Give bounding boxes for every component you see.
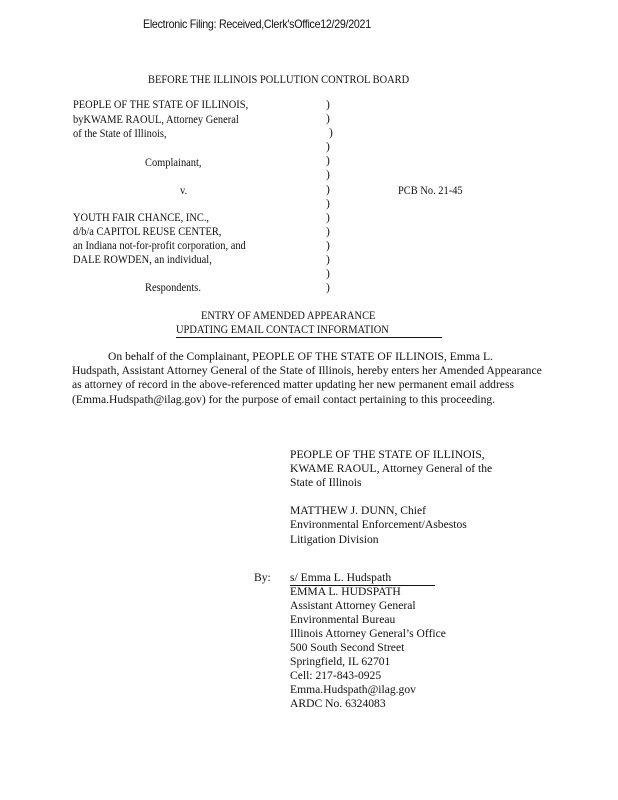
paren: ) xyxy=(326,182,330,196)
contact-line: EMMA L. HUDSPATH xyxy=(290,585,401,598)
document-title-line2-wrap xyxy=(176,323,442,338)
contact-line: 500 South Second Street xyxy=(290,641,405,654)
by-label: By: xyxy=(254,571,271,584)
body-text: On behalf of the Complainant, PEOPLE OF THE STATE OF ILLINOIS, Emma L. Hudspath, Assistant Attorney General of the State of Illinois, hereby enters her Amended Appearance as attorney of record in the above-referenced matter updating her new permanent email address (Emma.Hudspath@ilag.gov) for the purpose of email contact pertaining to this proceeding. xyxy=(72,350,542,406)
document-title-line2: UPDATING EMAIL CONTACT INFORMATION xyxy=(176,323,389,336)
signature-party-line: PEOPLE OF THE STATE OF ILLINOIS, xyxy=(290,448,485,461)
signature-division-line: Environmental Enforcement/Asbestos xyxy=(290,518,467,531)
signature-division-line: Litigation Division xyxy=(290,533,379,546)
board-heading: BEFORE THE ILLINOIS POLLUTION CONTROL BOARD xyxy=(148,73,410,86)
title-underline xyxy=(176,323,442,338)
paren: ) xyxy=(326,140,330,154)
signed-name: s/ Emma L. Hudspath xyxy=(290,571,392,584)
plaintiff-line: of the State of Illinois, xyxy=(73,127,167,140)
paren: ) xyxy=(326,196,330,210)
paren: ) xyxy=(326,238,330,252)
paren: ) xyxy=(326,210,330,224)
paren: ) xyxy=(326,168,330,182)
paren: ) xyxy=(326,253,330,267)
contact-line: Assistant Attorney General xyxy=(290,599,416,612)
contact-line: ARDC No. 6324083 xyxy=(290,697,386,710)
document-title-line1: ENTRY OF AMENDED APPEARANCE xyxy=(201,309,376,322)
contact-line: Cell: 217-843-0925 xyxy=(290,669,382,682)
defendant-line: an Indiana not-for-profit corporation, and xyxy=(73,239,246,252)
complainant-label: Complainant, xyxy=(145,156,202,169)
signature-division-line: MATTHEW J. DUNN, Chief xyxy=(290,504,426,517)
body-paragraph xyxy=(72,350,542,407)
contact-line: Environmental Bureau xyxy=(290,613,396,626)
case-number: PCB No. 21-45 xyxy=(398,184,463,197)
signature-line xyxy=(290,571,435,586)
paren: ) xyxy=(329,126,333,140)
paren: ) xyxy=(326,281,330,295)
filing-stamp: Electronic Filing: Received,Clerk'sOffice12/29/2021 xyxy=(143,18,371,31)
defendant-line: YOUTH FAIR CHANCE, INC., xyxy=(73,211,210,224)
paren: ) xyxy=(326,154,330,168)
paren: ) xyxy=(326,224,330,238)
plaintiff-line: byKWAME RAOUL, Attorney General xyxy=(73,113,239,126)
paren: ) xyxy=(326,112,330,126)
paren: ) xyxy=(326,98,330,111)
versus-label: v. xyxy=(180,184,188,197)
defendant-line: d/b/a CAPITOL REUSE CENTER, xyxy=(73,225,222,238)
plaintiff-line: PEOPLE OF THE STATE OF ILLINOIS, xyxy=(73,98,249,111)
signature-party-line: KWAME RAOUL, Attorney General of the xyxy=(290,462,493,475)
respondents-label: Respondents. xyxy=(145,281,201,294)
paren: ) xyxy=(326,267,330,281)
defendant-line: DALE ROWDEN, an individual, xyxy=(73,253,212,266)
caption-paren-column xyxy=(326,98,338,295)
contact-line: Emma.Hudspath@ilag.gov xyxy=(290,683,416,696)
signature-party-line: State of Illinois xyxy=(290,476,362,489)
contact-line: Springfield, IL 62701 xyxy=(290,655,391,668)
contact-line: Illinois Attorney General’s Office xyxy=(290,627,446,640)
